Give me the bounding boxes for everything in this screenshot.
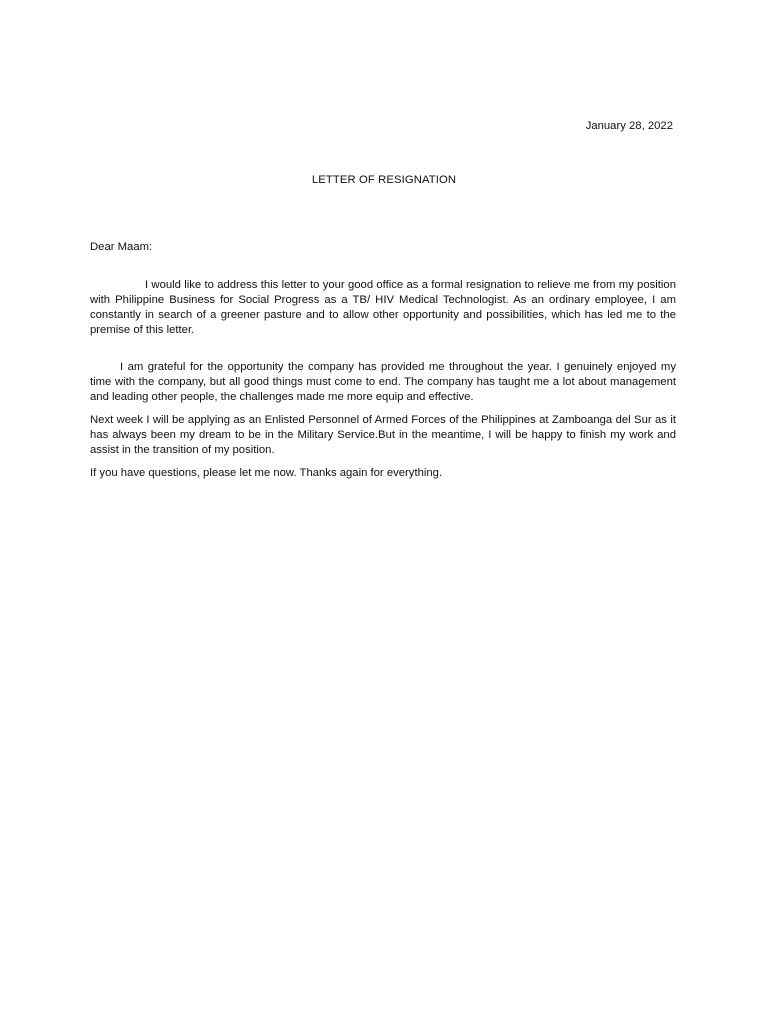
salutation: Dear Maam: bbox=[90, 241, 153, 253]
paragraph-text: I am grateful for the opportunity the company has provided me throughout the year. I genuinely enjoyed my time with the company, but all good things must come to end. The company has taught me a lot about management and leading other people, the challenges made me more equip and effective. bbox=[90, 361, 676, 403]
letter-title: LETTER OF RESIGNATION bbox=[311, 174, 457, 186]
closing-paragraph bbox=[90, 466, 676, 481]
paragraph-text: Next week I will be applying as an Enlisted Personnel of Armed Forces of the Philippines at Zamboanga del Sur as it has always been my dream to be in the Military Service.But in the meantime, I will be happy to finish my work and assist in the transition of my position. bbox=[90, 414, 676, 456]
body-paragraph-2 bbox=[90, 360, 676, 405]
letter-date: January 28, 2022 bbox=[585, 120, 673, 132]
paragraph-text: If you have questions, please let me now. Thanks again for everything. bbox=[90, 467, 443, 479]
body-paragraph-1 bbox=[90, 278, 676, 338]
body-paragraph-3 bbox=[90, 413, 676, 458]
paragraph-text: I would like to address this letter to your good office as a formal resignation to relieve me from my position with Philippine Business for Social Progress as a TB/ HIV Medical Technologist. As an ordinary employee, I am constantly in search of a greener pasture and to allow other opportunity and possibilities, which has led me to the premise of this letter. bbox=[90, 279, 676, 336]
